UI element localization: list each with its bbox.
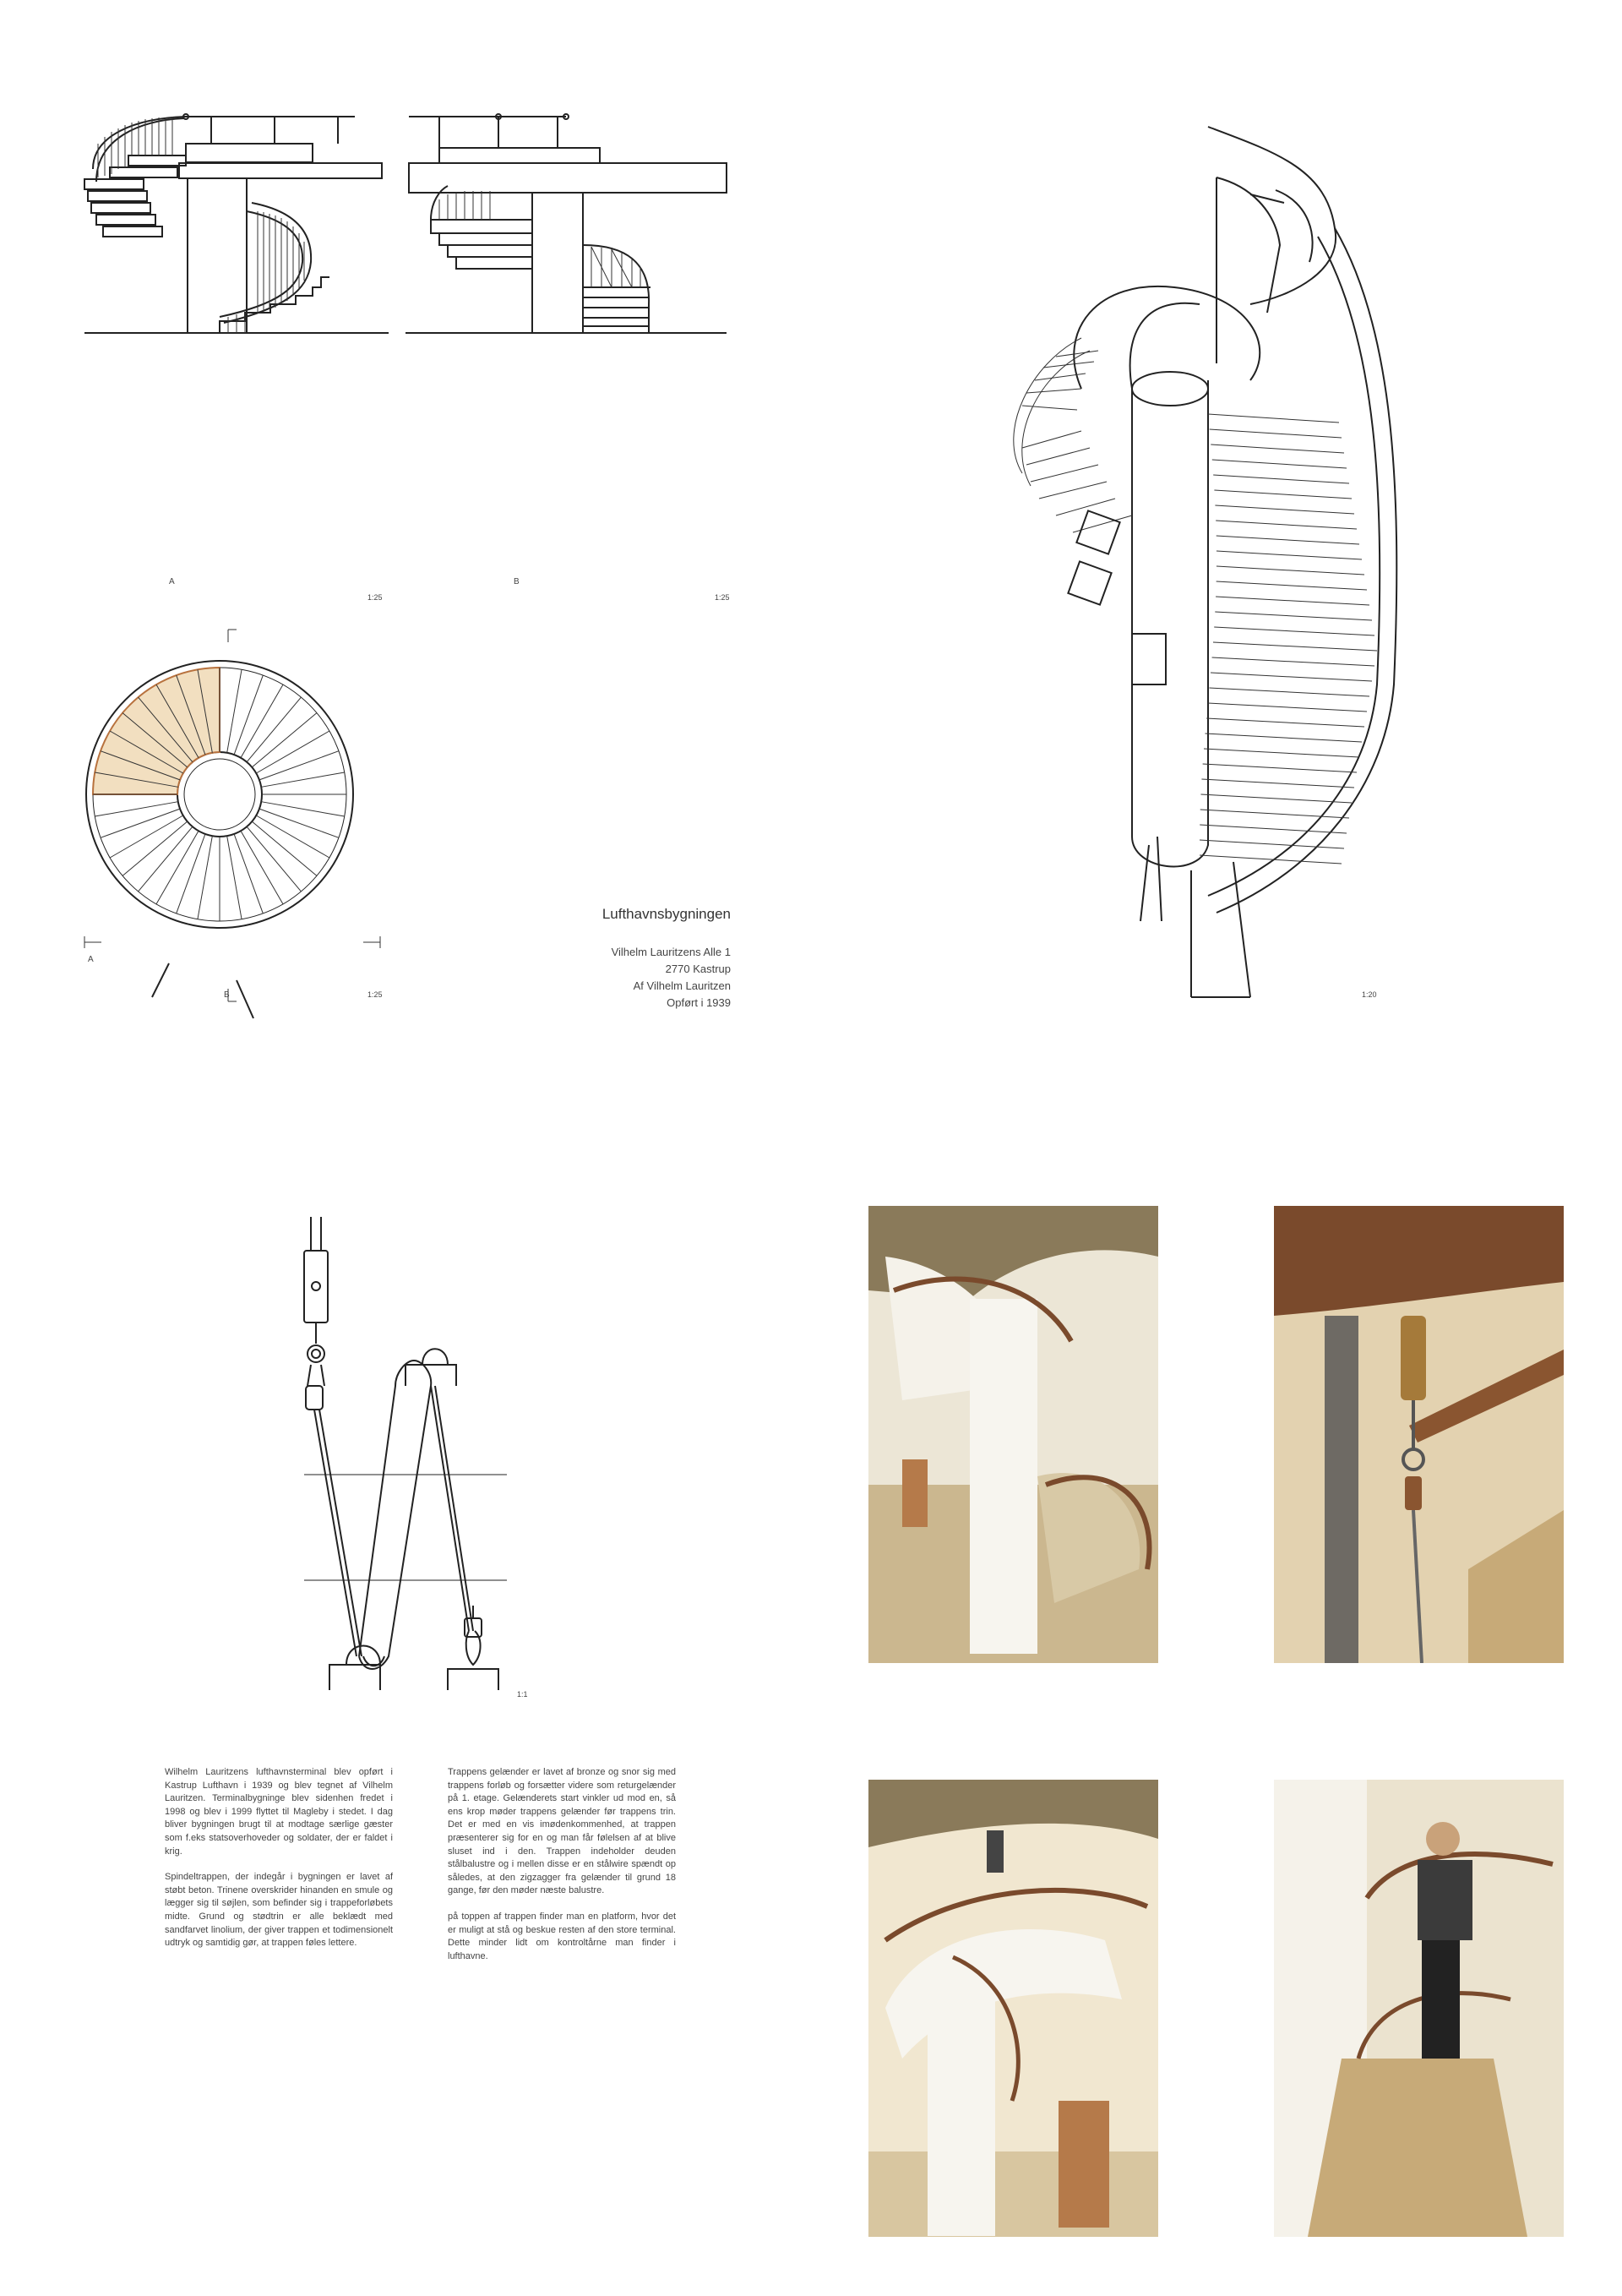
address-line-3: Af Vilhelm Lauritzen (633, 979, 731, 992)
axonometric-scale: 1:20 (1362, 990, 1377, 999)
elevation-b-drawing (406, 186, 727, 456)
axonometric-step-line (1208, 414, 1339, 423)
axonometric-step-line (1213, 642, 1377, 651)
plan-scale: 1:25 (367, 990, 383, 999)
axonometric-step-line (1211, 673, 1372, 681)
plan-letter-b: B (224, 990, 230, 1000)
axonometric-step-line (1203, 764, 1357, 772)
text-col1-para-1: Wilhelm Lauritzens lufthavnsterminal blev opført i Kastrup Lufthavn i 1939 og blev tegnet af Vilhelm Lauritzen. Terminalbygninge blev sidenhen fredet i 1998 og blev i 1999 flyttet til Magleby i stedet. I dag bliver bygningen brugt til at modtage særlige gæster som f.eks statsoverhoveder og soldater, der er faldet i krig. (165, 1767, 393, 1857)
photo-person-descending-stair (1274, 1780, 1564, 2237)
text-col1-para-2: Spindeltrappen, der indegår i bygningen er lavet af støbt beton. Trinene overskrider hinanden en smule og lægger sig til søjlen, som befinder sig i trappeforløbets midte. Grund og stødtrin er alle beklædt med sandfarvet linolium, der giver trappen et todimensionelt udtryk og samtidig gør, at trappen føles lettere. (165, 1872, 393, 1949)
axonometric-step-line (1210, 429, 1342, 438)
address-line-2: 2770 Kastrup (665, 963, 731, 975)
axonometric-step-line (1215, 505, 1354, 514)
axonometric-step-line (1200, 825, 1347, 833)
axonometric-drawing (997, 110, 1436, 997)
text-column-2 (448, 1766, 676, 1976)
axonometric-step-line (1215, 612, 1372, 620)
axonometric-step-line (1216, 597, 1369, 605)
plan-drawing (76, 625, 414, 1006)
axonometric-step-line (1200, 794, 1352, 803)
address-line-4: Opført i 1939 (667, 996, 731, 1009)
axonometric-step-line (1213, 475, 1349, 483)
axonometric-step-line (1212, 657, 1374, 666)
axonometric-step-line (1204, 749, 1359, 757)
elevation-a-scale: 1:25 (367, 593, 383, 602)
axonometric-step-line (1211, 444, 1344, 453)
plan-letter-a: A (88, 955, 94, 964)
axonometric-step-line (1216, 551, 1362, 559)
axonometric-step-line (1208, 703, 1367, 712)
axonometric-step-line (1201, 779, 1354, 788)
elevation-b-letter: B (514, 577, 520, 586)
axonometric-step-line (1212, 460, 1347, 468)
axonometric-step-line (1216, 566, 1364, 575)
photo-handrail-wire-detail (1274, 1206, 1564, 1663)
axonometric-step-line (1216, 581, 1367, 590)
text-column-1 (165, 1766, 393, 1963)
elevation-b-scale: 1:25 (715, 593, 730, 602)
text-col2-para-1: Trappens gelænder er lavet af bronze og snor sig med trappens forløb og forsætter videre som returgelænder på 1. etage. Gelænderets start vinkler ud mod en, så ens krop møder trappens gelænder før trappens trin. Det er med en vis imødenkommenhed, at trappen præsenterer sig for en og man får følelsen af at blive sluset ind i den. Trappen indeholder deuden stålbalustre og i mellen disse er en stålwire spændt op således, at den zigzagger fra gelænder til grund 18 gange, før den møder næste balustre. (448, 1767, 676, 1896)
axonometric-step-line (1205, 734, 1362, 742)
address-line-1: Vilhelm Lauritzens Alle 1 (611, 946, 731, 958)
axonometric-step-line (1216, 521, 1357, 529)
axonometric-step-line (1216, 536, 1359, 544)
detail-scale: 1:1 (517, 1690, 528, 1699)
photo-spiral-stair-overview (868, 1206, 1158, 1663)
text-col2-para-2: på toppen af trappen finder man en platform, hvor det er muligt at stå og beskue resten af den store terminal. Dette minder lidt om kontroltårne man finder i lufthavne. (448, 1911, 676, 1961)
axonometric-step-line (1214, 490, 1352, 499)
wire-detail-drawing (253, 1217, 608, 1690)
axonometric-step-line (1209, 688, 1369, 696)
elevation-a-letter: A (169, 577, 175, 586)
axonometric-step-line (1206, 718, 1364, 727)
photo-stair-from-below (868, 1780, 1158, 2237)
axonometric-step-line (1214, 627, 1374, 635)
building-title: Lufthavnsbygningen (601, 906, 731, 922)
